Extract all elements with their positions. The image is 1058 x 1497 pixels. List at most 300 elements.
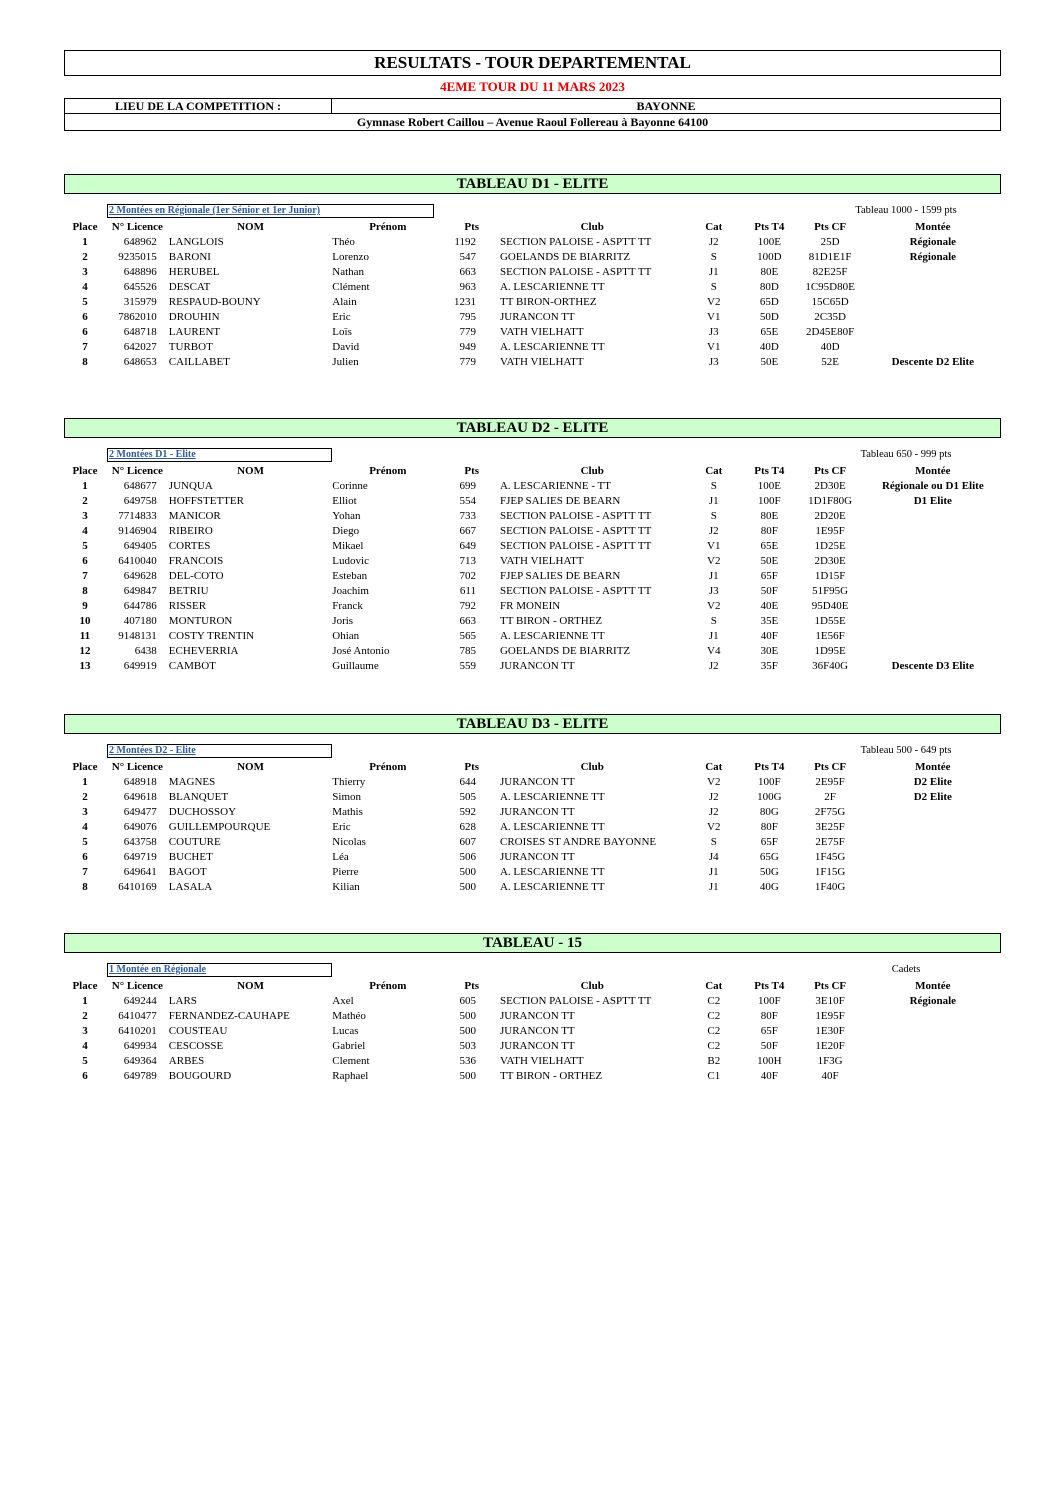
cell-pts-cf: 40F	[821, 1070, 839, 1082]
cell-place: 2	[82, 495, 88, 507]
cell-nom: MAGNES	[168, 776, 216, 788]
cell-pts: 785	[459, 645, 476, 657]
cell-montee: Régionale	[909, 251, 957, 263]
cell-pts: 500	[459, 1070, 476, 1082]
table-row	[64, 835, 1001, 850]
cell-prenom: Elliot	[332, 495, 357, 507]
cell-pts: 663	[459, 615, 476, 627]
table-row	[64, 775, 1001, 790]
column-header-pts-cf: Pts CF	[814, 221, 847, 233]
cell-club: A. LESCARIENNE TT	[499, 281, 605, 293]
column-header-pts-t4: Pts T4	[754, 980, 785, 992]
cell-pts: 611	[459, 585, 476, 597]
cell-club: JURANCON TT	[499, 311, 575, 323]
column-header-club: Club	[580, 465, 604, 477]
section-3	[64, 714, 1001, 895]
cell-place: 6	[82, 555, 88, 567]
cell-nom: CESCOSSE	[168, 1040, 224, 1052]
cell-pts-cf: 25D	[820, 236, 840, 248]
cell-pts: 1192	[454, 236, 476, 248]
cell-nom: RIBEIRO	[168, 525, 213, 537]
cell-place: 3	[82, 806, 88, 818]
cell-montee	[865, 280, 1001, 295]
cell-nom: LAURENT	[168, 326, 221, 338]
cell-montee	[865, 509, 1001, 524]
cell-nom: COSTY TRENTIN	[168, 630, 255, 642]
cell-cat: J2	[708, 806, 719, 818]
cell-pts-t4: 80F	[760, 821, 778, 833]
cell-cat: C2	[707, 1010, 721, 1022]
cell-pts-cf: 2F	[824, 791, 836, 803]
document-title: RESULTATS - TOUR DEPARTEMENTAL	[64, 50, 1001, 76]
cell-nom: TURBOT	[168, 341, 213, 353]
cell-montee	[865, 539, 1001, 554]
cell-pts-t4: 100E	[757, 480, 781, 492]
cell-pts: 792	[459, 600, 476, 612]
cell-pts: 644	[459, 776, 476, 788]
cell-club: JURANCON TT	[499, 851, 575, 863]
cell-pts: 1231	[453, 296, 476, 308]
cell-nom: MONTURON	[168, 615, 233, 627]
cell-licence: 9235015	[118, 251, 157, 263]
cell-prenom: Léa	[332, 851, 349, 863]
cell-club: SECTION PALOISE - ASPTT TT	[499, 540, 652, 552]
column-header-pts: Pts	[464, 465, 480, 477]
cell-licence: 6410040	[118, 555, 157, 567]
cell-pts: 547	[459, 251, 476, 263]
cell-pts-cf: 2D20E	[814, 510, 846, 522]
cell-cat: S	[710, 281, 717, 293]
cell-place: 3	[82, 266, 88, 278]
cell-club: JURANCON TT	[499, 1010, 575, 1022]
cell-pts: 795	[459, 311, 476, 323]
promotion-link[interactable]: 1 Montée en Régionale	[107, 963, 332, 977]
cell-pts-t4: 100F	[758, 995, 781, 1007]
section-title: TABLEAU D3 - ELITE	[64, 714, 1001, 734]
cell-club: A. LESCARIENNE TT	[499, 341, 605, 353]
cell-cat: C2	[707, 1025, 721, 1037]
venue-address: Gymnase Robert Caillou – Avenue Raoul Follereau à Bayonne 64100	[64, 114, 1001, 131]
promotion-link[interactable]: 2 Montées D2 - Elite	[107, 744, 332, 758]
promotion-link[interactable]: 2 Montées D1 - Elite	[107, 448, 332, 462]
table-row	[64, 295, 1001, 310]
cell-club: GOELANDS DE BIARRITZ	[499, 645, 631, 657]
table-row	[64, 994, 1001, 1009]
cell-pts-cf: 1F15G	[814, 866, 846, 878]
column-header-pts-cf: Pts CF	[814, 980, 847, 992]
cell-nom: LASALA	[168, 881, 213, 893]
cell-club: SECTION PALOISE - ASPTT TT	[499, 510, 652, 522]
cell-pts-t4: 65F	[760, 570, 778, 582]
section-title: TABLEAU - 15	[64, 933, 1001, 953]
cell-nom: DEL-COTO	[168, 570, 224, 582]
cell-club: FR MONEIN	[499, 600, 561, 612]
cell-place: 4	[82, 281, 88, 293]
cell-pts: 500	[459, 866, 476, 878]
cell-place: 13	[79, 660, 91, 672]
cell-pts: 702	[459, 570, 476, 582]
table-header-row	[64, 464, 1001, 479]
table-row	[64, 820, 1001, 835]
cell-montee	[865, 880, 1001, 895]
cell-montee: Descente D2 Elite	[891, 356, 975, 368]
cell-pts: 500	[459, 1010, 476, 1022]
cell-prenom: Esteban	[332, 570, 368, 582]
cell-montee: Régionale	[909, 236, 957, 248]
cell-pts-t4: 100D	[757, 251, 782, 263]
table-row	[64, 850, 1001, 865]
cell-montee	[865, 1009, 1001, 1024]
cell-pts: 503	[459, 1040, 476, 1052]
cell-cat: V2	[707, 821, 721, 833]
cell-cat: J3	[708, 326, 719, 338]
table-row	[64, 599, 1001, 614]
cell-montee	[865, 1024, 1001, 1039]
cell-pts-cf: 2E95F	[815, 776, 845, 788]
cell-club: A. LESCARIENNE - TT	[499, 480, 611, 492]
results-table	[64, 464, 1001, 674]
cell-montee	[865, 805, 1001, 820]
cell-montee	[865, 820, 1001, 835]
section-4	[64, 933, 1001, 1084]
cell-pts-t4: 65G	[759, 851, 779, 863]
cell-montee: D2 Elite	[913, 776, 952, 788]
promotion-link[interactable]: 2 Montées en Régionale (1er Sénior et 1er Junior)	[107, 204, 434, 218]
cell-place: 7	[82, 866, 88, 878]
cell-nom: CAILLABET	[168, 356, 230, 368]
cell-cat: J2	[708, 236, 719, 248]
cell-nom: FERNANDEZ-CAUHAPE	[168, 1010, 290, 1022]
cell-nom: COUSTEAU	[168, 1025, 228, 1037]
cell-prenom: Lorenzo	[332, 251, 369, 263]
cell-cat: V2	[707, 600, 721, 612]
cell-pts: 559	[459, 660, 476, 672]
cell-place: 8	[82, 881, 88, 893]
cell-cat: S	[710, 510, 717, 522]
cell-cat: C2	[707, 1040, 721, 1052]
cell-pts-cf: 52E	[821, 356, 839, 368]
cell-prenom: Gabriel	[332, 1040, 366, 1052]
cell-nom: DESCAT	[168, 281, 211, 293]
cell-club: SECTION PALOISE - ASPTT TT	[499, 266, 652, 278]
cell-nom: GUILLEMPOURQUE	[168, 821, 271, 833]
column-header-montee: Montée	[915, 761, 951, 773]
table-row	[64, 355, 1001, 370]
cell-pts-cf: 1D95E	[814, 645, 846, 657]
cell-pts-cf: 1E56F	[815, 630, 845, 642]
cell-pts: 500	[459, 1025, 476, 1037]
cell-nom: LARS	[168, 995, 197, 1007]
column-header-nom: NOM	[237, 465, 264, 477]
cell-club: JURANCON TT	[499, 1025, 575, 1037]
cell-pts-t4: 100G	[757, 791, 782, 803]
cell-place: 3	[82, 510, 88, 522]
column-header-club: Club	[580, 761, 604, 773]
cell-pts-cf: 2D30E	[814, 555, 846, 567]
cell-pts-t4: 50F	[760, 1040, 778, 1052]
cell-pts-t4: 50D	[759, 311, 779, 323]
cell-pts-cf: 1E95F	[815, 525, 845, 537]
table-row	[64, 805, 1001, 820]
table-row	[64, 629, 1001, 644]
cell-prenom: Eric	[332, 821, 351, 833]
cell-licence: 648653	[123, 356, 157, 368]
cell-pts-t4: 40F	[760, 630, 778, 642]
cell-pts: 663	[459, 266, 476, 278]
results-page	[64, 50, 1001, 131]
cell-montee: D1 Elite	[913, 495, 952, 507]
cell-cat: J1	[708, 495, 719, 507]
cell-licence: 649847	[123, 585, 157, 597]
cell-nom: MANICOR	[168, 510, 221, 522]
cell-montee	[865, 865, 1001, 880]
cell-club: A. LESCARIENNE TT	[499, 630, 605, 642]
table-row	[64, 509, 1001, 524]
cell-pts-cf: 1E30F	[815, 1025, 845, 1037]
cell-licence: 649618	[123, 791, 157, 803]
cell-place: 10	[79, 615, 91, 627]
cell-licence: 649076	[123, 821, 157, 833]
table-row	[64, 250, 1001, 265]
cell-club: VATH VIELHATT	[499, 356, 584, 368]
cell-montee: D2 Elite	[913, 791, 952, 803]
cell-montee	[865, 310, 1001, 325]
cell-montee	[865, 1054, 1001, 1069]
cell-place: 7	[82, 341, 88, 353]
column-header-prenom: Prénom	[369, 980, 407, 992]
cell-nom: JUNQUA	[168, 480, 213, 492]
cell-licence: 643758	[123, 836, 157, 848]
cell-pts-cf: 1D25E	[814, 540, 846, 552]
cell-club: SECTION PALOISE - ASPTT TT	[499, 525, 652, 537]
cell-pts-t4: 40D	[759, 341, 779, 353]
section-title: TABLEAU D2 - ELITE	[64, 418, 1001, 438]
column-header-licence: N° Licence	[111, 980, 163, 992]
column-header-nom: NOM	[237, 980, 264, 992]
cell-pts-cf: 3E10F	[815, 995, 845, 1007]
cell-club: FJEP SALIES DE BEARN	[499, 570, 621, 582]
cell-nom: HERUBEL	[168, 266, 220, 278]
cell-pts: 699	[459, 480, 476, 492]
table-row	[64, 584, 1001, 599]
cell-club: VATH VIELHATT	[499, 1055, 584, 1067]
column-header-cat: Cat	[705, 465, 723, 477]
cell-club: FJEP SALIES DE BEARN	[499, 495, 621, 507]
cell-licence: 645526	[123, 281, 157, 293]
cell-pts-cf: 1F40G	[814, 881, 846, 893]
column-header-montee: Montée	[915, 221, 951, 233]
column-header-place: Place	[72, 465, 98, 477]
cell-nom: CORTES	[168, 540, 211, 552]
cell-cat: V1	[707, 311, 721, 323]
cell-place: 1	[82, 480, 88, 492]
cell-montee	[865, 835, 1001, 850]
cell-pts-cf: 95D40E	[811, 600, 849, 612]
section-title: TABLEAU D1 - ELITE	[64, 174, 1001, 194]
cell-cat: V4	[707, 645, 721, 657]
cell-pts-t4: 80E	[760, 510, 779, 522]
cell-club: GOELANDS DE BIARRITZ	[499, 251, 631, 263]
cell-licence: 644786	[123, 600, 157, 612]
cell-prenom: Diego	[332, 525, 360, 537]
table-row	[64, 524, 1001, 539]
cell-pts: 667	[459, 525, 476, 537]
cell-cat: V1	[707, 540, 721, 552]
cell-pts: 607	[459, 836, 476, 848]
column-header-place: Place	[72, 980, 98, 992]
cell-pts-t4: 80E	[760, 266, 779, 278]
cell-licence: 6410169	[118, 881, 157, 893]
points-range: Cadets	[891, 964, 921, 975]
cell-licence: 649719	[123, 851, 157, 863]
cell-cat: S	[710, 251, 717, 263]
cell-nom: BARONI	[168, 251, 211, 263]
column-header-cat: Cat	[705, 221, 723, 233]
cell-pts-cf: 1E95F	[815, 1010, 845, 1022]
document-subtitle: 4EME TOUR DU 11 MARS 2023	[440, 79, 625, 94]
cell-prenom: Joachim	[332, 585, 369, 597]
table-row	[64, 1024, 1001, 1039]
cell-prenom: Kilian	[332, 881, 360, 893]
cell-place: 9	[82, 600, 88, 612]
cell-licence: 649477	[123, 806, 157, 818]
cell-nom: HOFFSTETTER	[168, 495, 244, 507]
cell-montee: Régionale	[909, 995, 957, 1007]
cell-pts: 536	[459, 1055, 476, 1067]
cell-prenom: Thierry	[332, 776, 366, 788]
cell-nom: BETRIU	[168, 585, 209, 597]
cell-prenom: Raphael	[332, 1070, 369, 1082]
table-row	[64, 1039, 1001, 1054]
cell-pts-cf: 1E20F	[815, 1040, 845, 1052]
cell-prenom: Mikael	[332, 540, 364, 552]
cell-pts-cf: 1D55E	[814, 615, 846, 627]
column-header-licence: N° Licence	[111, 761, 163, 773]
cell-licence: 649934	[123, 1040, 157, 1052]
table-row	[64, 235, 1001, 250]
cell-club: VATH VIELHATT	[499, 555, 584, 567]
table-row	[64, 880, 1001, 895]
cell-licence: 649641	[123, 866, 157, 878]
cell-prenom: Axel	[332, 995, 354, 1007]
cell-club: SECTION PALOISE - ASPTT TT	[499, 236, 652, 248]
cell-pts-cf: 2C35D	[814, 311, 846, 323]
cell-prenom: Clement	[332, 1055, 370, 1067]
column-header-pts-t4: Pts T4	[754, 465, 785, 477]
cell-prenom: José Antonio	[332, 645, 390, 657]
cell-cat: V1	[707, 341, 721, 353]
cell-prenom: Alain	[332, 296, 357, 308]
cell-pts-t4: 100F	[758, 776, 781, 788]
cell-pts-cf: 15C65D	[811, 296, 849, 308]
cell-place: 12	[79, 645, 91, 657]
cell-pts-cf: 1D15F	[814, 570, 846, 582]
cell-prenom: Eric	[332, 311, 351, 323]
table-header-row	[64, 760, 1001, 775]
cell-licence: 7862010	[118, 311, 157, 323]
cell-montee	[865, 629, 1001, 644]
cell-club: A. LESCARIENNE TT	[499, 866, 605, 878]
cell-prenom: Clément	[332, 281, 370, 293]
cell-pts: 963	[459, 281, 476, 293]
location-label: LIEU DE LA COMPETITION :	[64, 98, 332, 114]
cell-montee	[865, 340, 1001, 355]
column-header-cat: Cat	[705, 761, 723, 773]
cell-licence: 648962	[123, 236, 157, 248]
cell-pts-t4: 80F	[760, 1010, 778, 1022]
cell-licence: 649628	[123, 570, 157, 582]
cell-nom: COUTURE	[168, 836, 221, 848]
cell-prenom: Julien	[332, 356, 359, 368]
table-header-row	[64, 979, 1001, 994]
table-row	[64, 1009, 1001, 1024]
column-header-pts: Pts	[464, 221, 480, 233]
table-row	[64, 479, 1001, 494]
cell-club: TT BIRON - ORTHEZ	[499, 615, 603, 627]
cell-pts-cf: 2D45E80F	[805, 326, 855, 338]
cell-cat: J1	[708, 866, 719, 878]
cell-pts-t4: 40G	[759, 881, 779, 893]
cell-prenom: David	[332, 341, 360, 353]
cell-cat: J1	[708, 881, 719, 893]
cell-place: 8	[82, 585, 88, 597]
cell-cat: J1	[708, 266, 719, 278]
cell-licence: 649919	[123, 660, 157, 672]
results-table	[64, 220, 1001, 370]
cell-pts-cf: 1F45G	[814, 851, 846, 863]
cell-cat: J3	[708, 585, 719, 597]
table-row	[64, 865, 1001, 880]
cell-pts: 649	[459, 540, 476, 552]
column-header-pts-t4: Pts T4	[754, 221, 785, 233]
table-row	[64, 280, 1001, 295]
cell-montee: Descente D3 Elite	[891, 660, 975, 672]
column-header-nom: NOM	[237, 221, 264, 233]
cell-pts-cf: 3E25F	[815, 821, 845, 833]
cell-place: 4	[82, 821, 88, 833]
cell-prenom: Nathan	[332, 266, 365, 278]
cell-pts: 554	[459, 495, 476, 507]
cell-pts-t4: 30E	[760, 645, 779, 657]
cell-place: 6	[82, 311, 88, 323]
cell-licence: 649405	[123, 540, 157, 552]
cell-pts-t4: 65E	[760, 326, 779, 338]
cell-nom: RESPAUD-BOUNY	[168, 296, 261, 308]
cell-licence: 407180	[123, 615, 157, 627]
cell-prenom: Franck	[332, 600, 363, 612]
section-subheader	[64, 448, 1001, 464]
cell-licence: 315979	[123, 296, 157, 308]
cell-pts-t4: 65F	[760, 836, 778, 848]
cell-pts-cf: 2E75F	[815, 836, 845, 848]
cell-montee	[865, 1039, 1001, 1054]
cell-pts-t4: 100F	[758, 495, 781, 507]
cell-prenom: Guillaume	[332, 660, 379, 672]
cell-montee	[865, 644, 1001, 659]
column-header-licence: N° Licence	[111, 465, 163, 477]
cell-licence: 9146904	[118, 525, 157, 537]
cell-pts-cf: 2F75G	[814, 806, 846, 818]
cell-montee	[865, 325, 1001, 340]
cell-club: JURANCON TT	[499, 1040, 575, 1052]
cell-pts-t4: 65D	[759, 296, 779, 308]
cell-montee	[865, 554, 1001, 569]
cell-cat: V2	[707, 776, 721, 788]
cell-pts-t4: 100H	[757, 1055, 782, 1067]
cell-prenom: Joris	[332, 615, 354, 627]
cell-club: SECTION PALOISE - ASPTT TT	[499, 585, 652, 597]
cell-pts: 592	[459, 806, 476, 818]
